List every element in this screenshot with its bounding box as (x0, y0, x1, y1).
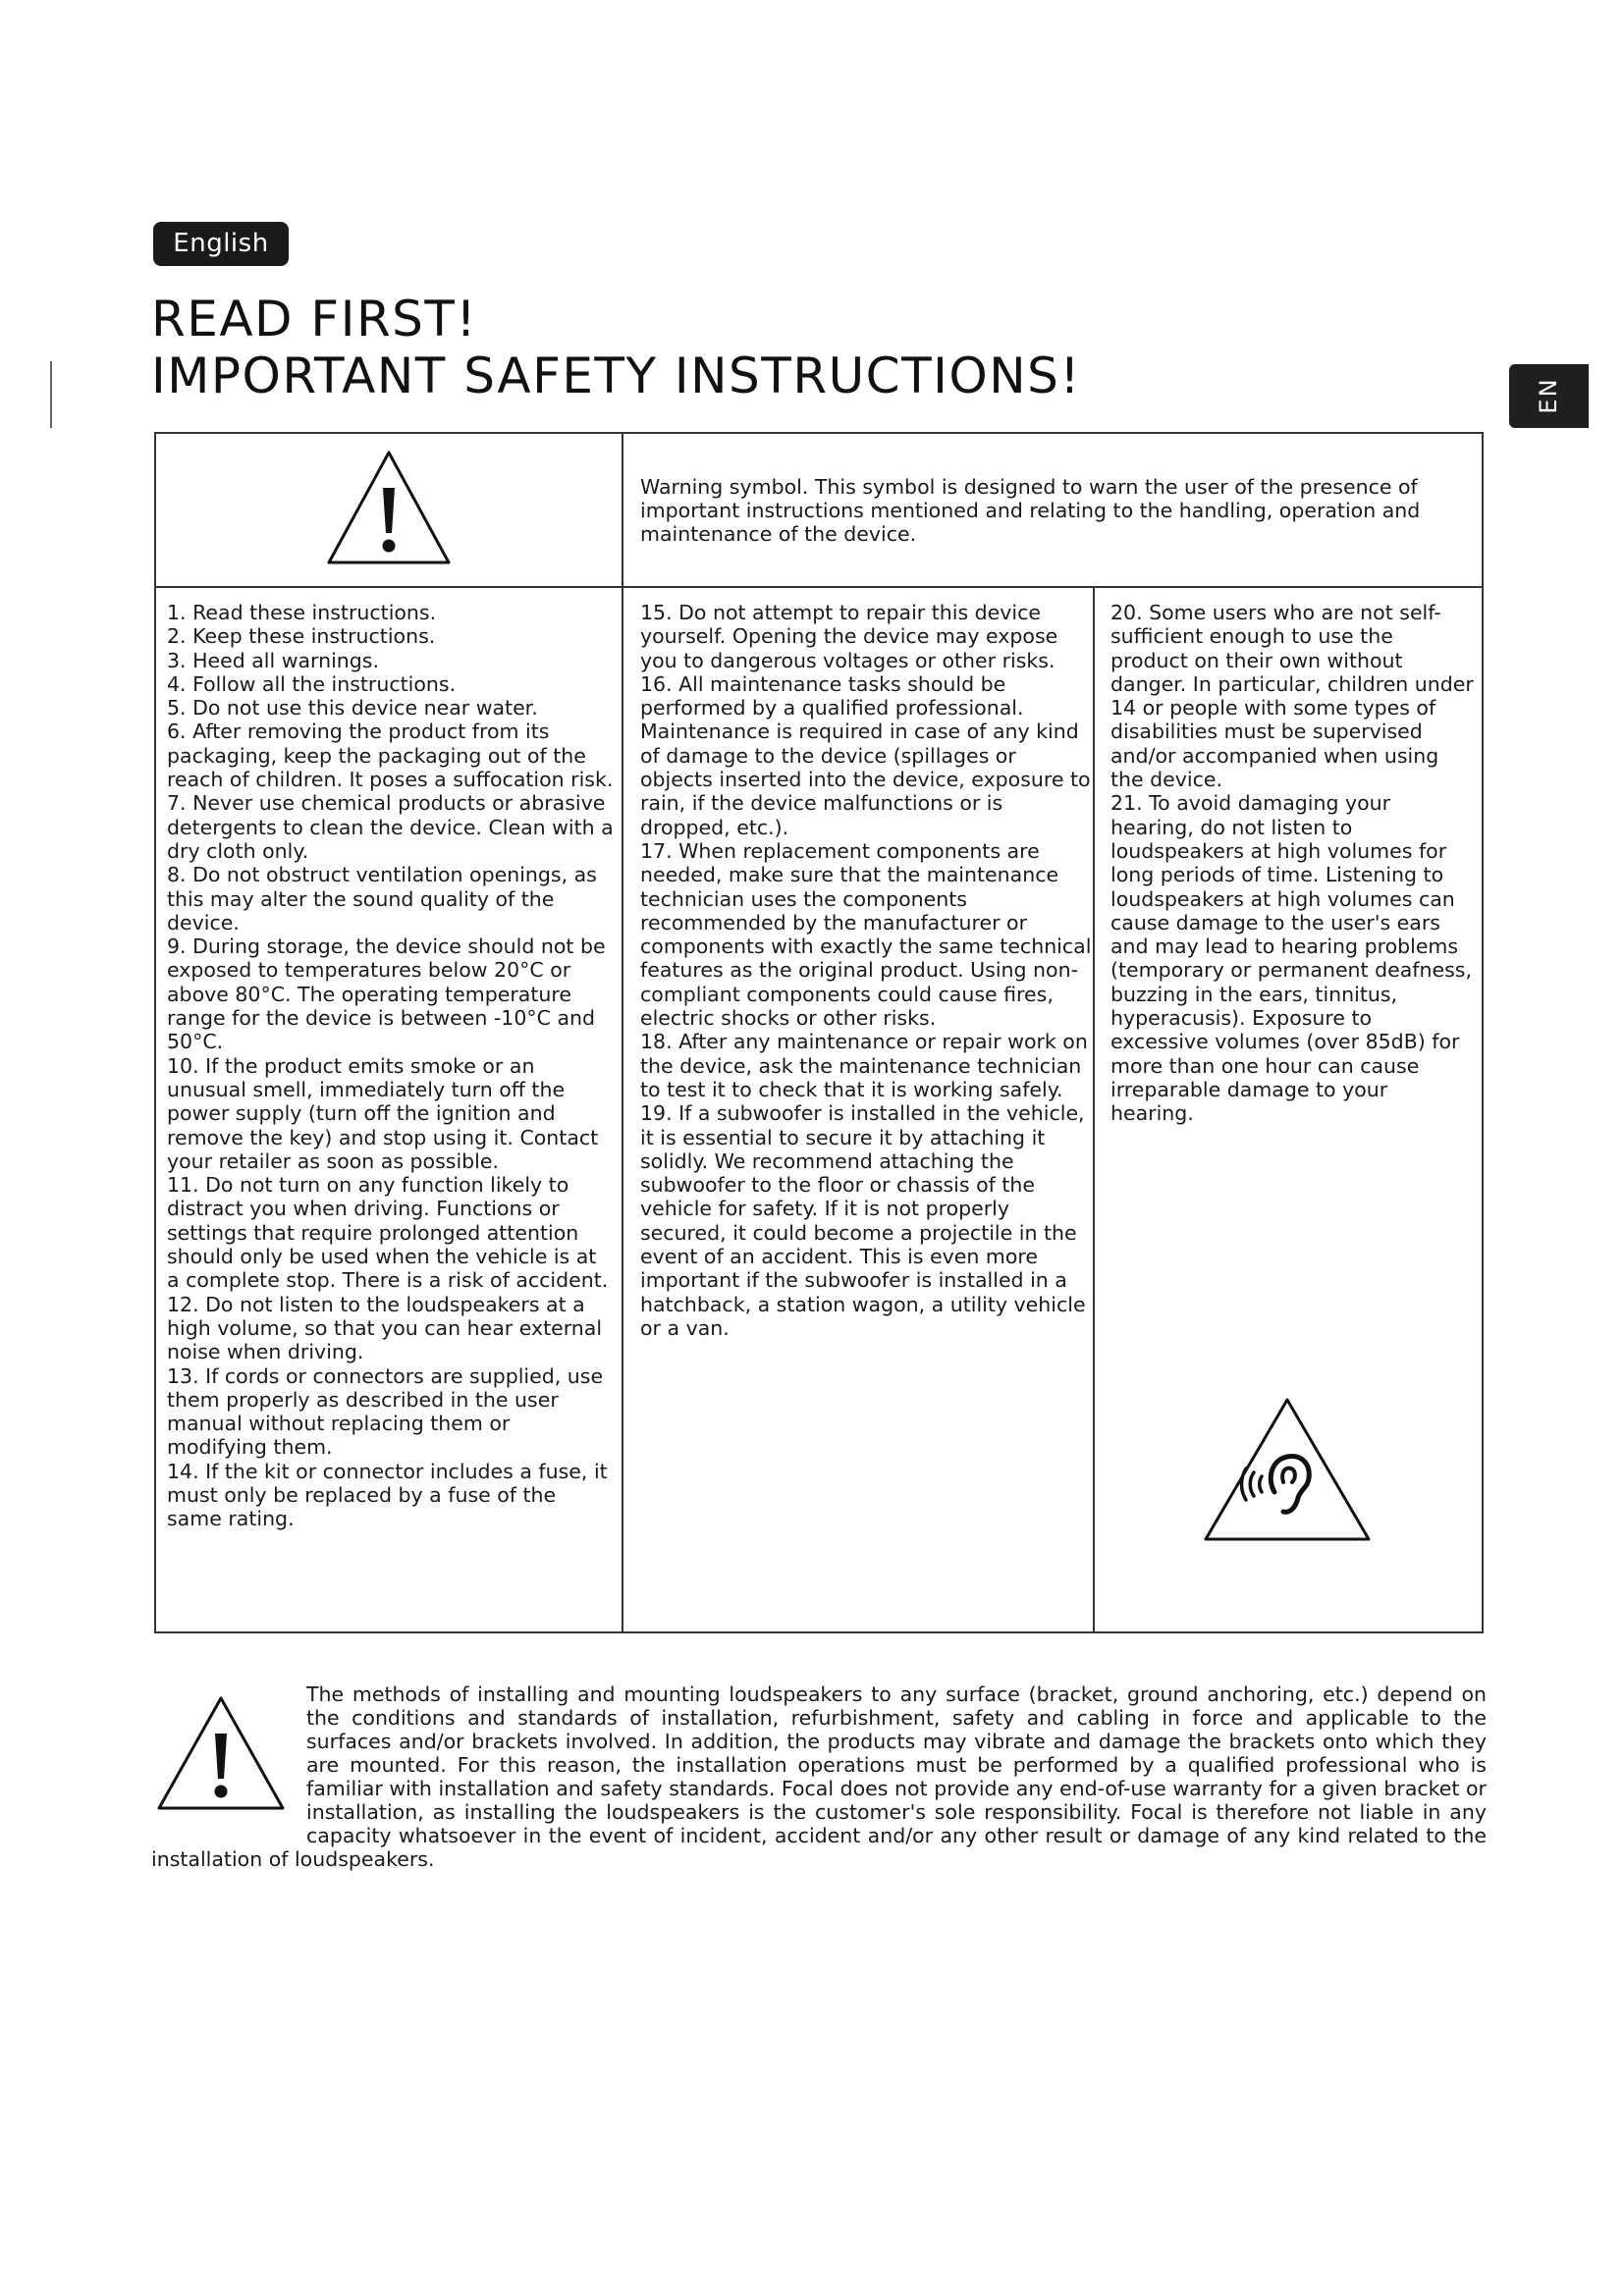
warning-triangle-icon (324, 447, 454, 568)
instruction-item: 12. Do not listen to the loudspeakers at a high volume, so that you can hear external noise when driving. (167, 1292, 603, 1364)
instruction-item: 17. When replacement components are needed, make sure that the maintenance technician uses the components recommended by the manufacturer or components with exactly the same technical features as the original product. Using non-compliant components could cause fires, electric shocks or other risks. (640, 838, 1092, 1031)
icon-spacer (151, 1682, 306, 1826)
margin-rule (50, 361, 52, 428)
language-side-tab (1509, 364, 1589, 428)
instruction-item: 1. Read these instructions. (167, 601, 437, 624)
instruction-item: 9. During storage, the device should not be exposed to temperatures below 20°C or above 80°C. The operating temperature range for the device is between -10°C and 50°C. (167, 934, 606, 1054)
instructions-column-2 (640, 601, 1092, 1340)
instruction-item: 14. If the kit or connector includes a fuse, it must only be replaced by a fuse of the same rating. (167, 1459, 608, 1531)
instruction-item: 13. If cords or connectors are supplied, use them properly as described in the user manual without replacing them or modifying them. (167, 1363, 604, 1460)
instructions-column-1 (167, 601, 614, 1531)
table-divider-horizontal (154, 586, 1484, 588)
instructions-column-3 (1110, 601, 1476, 1126)
instruction-item: 10. If the product emits smoke or an unusual smell, immediately turn off the power supply (turn off the ignition and remove the key) and stop using it. Contact your retailer as soon as possible. (167, 1053, 599, 1173)
installation-notice-text: The methods of installing and mounting loudspeakers to any surface (bracket, ground anchoring, etc.) depend on the conditions and standards of installation, refurbishment, safety and cabling in force and applicable to the surfaces and/or brackets involved. In addition, the products may vibrate and damage the brackets onto which they are mounted. For this reason, the installation operations must be performed by a qualified professional who is familiar with installation and safety standards. Focal does not provide any end-of-use warranty for a given bracket or installation, as installing the loudspeakers is the customer's sole responsibility. Focal is therefore not liable in any capacity whatsoever in the event of incident, accident and/or any other result or damage of any kind related to the installation of loudspeakers. (151, 1682, 1487, 1871)
installation-notice (151, 1682, 1487, 1871)
hearing-warning-icon (1201, 1394, 1374, 1545)
instruction-item: 11. Do not turn on any function likely to distract you when driving. Functions or settings that require prolonged attention should only be used when the vehicle is at a complete stop. There is a risk of accident. (167, 1173, 609, 1293)
instruction-item: 20. Some users who are not self-sufficient enough to use the product on their own without danger. In particular, children under 14 or people with some types of disabilities must be supervised and/or accompanied when using the device. (1110, 601, 1474, 792)
instruction-item: 8. Do not obstruct ventilation openings, as this may alter the sound quality of the device. (167, 863, 597, 934)
instruction-item: 2. Keep these instructions. (167, 624, 436, 649)
title-line-1: READ FIRST! (151, 291, 478, 347)
instruction-item: 5. Do not use this device near water. (167, 696, 538, 721)
instruction-item: 7. Never use chemical products or abrasive detergents to clean the device. Clean with a dry cloth only. (167, 791, 614, 863)
instruction-item: 3. Heed all warnings. (167, 648, 380, 672)
instruction-item: 16. All maintenance tasks should be performed by a qualified professional. Maintenance is required in case of any kind of damage to the device (spillages or objects inserted into the device, exposure to rain, if the device malfunctions or is dropped, etc.). (640, 671, 1091, 839)
title-line-2: IMPORTANT SAFETY INSTRUCTIONS! (151, 347, 1081, 404)
instruction-item: 18. After any maintenance or repair work on the device, ask the maintenance technician to test it to check that it is working safely. (640, 1030, 1088, 1101)
table-divider-vertical-1 (622, 432, 623, 1633)
instruction-item: 4. Follow all the instructions. (167, 671, 457, 696)
instruction-item: 21. To avoid damaging your hearing, do not listen to loudspeakers at high volumes for long periods of time. Listening to loudspeakers at high volumes can cause damage to the user's ears and may lead to hearing problems (temporary or permanent deafness, buzzing in the ears, tinnitus, hyperacusis). Exposure to excessive volumes (over 85dB) for more than one hour can cause irreparable damage to your hearing. (1110, 791, 1472, 1126)
language-badge: English (153, 222, 289, 266)
page-title (151, 291, 1081, 404)
instruction-item: 6. After removing the product from its packaging, keep the packaging out of the reach of children. It poses a suffocation risk. (167, 720, 614, 792)
instruction-item: 15. Do not attempt to repair this device yourself. Opening the device may expose you to dangerous voltages or other risks. (640, 601, 1058, 672)
side-tab-label: EN (1535, 377, 1562, 414)
warning-symbol-description: Warning symbol. This symbol is designed to warn the user of the presence of important instructions mentioned and relating to the handling, operation and maintenance of the device. (640, 475, 1421, 546)
instruction-item: 19. If a subwoofer is installed in the vehicle, it is essential to secure it by attaching it solidly. We recommend attaching the subwoofer to the floor or chassis of the vehicle for safety. If it is not properly secured, it could become a projectile in the event of an accident. This is even more important if the subwoofer is installed in a hatchback, a station wagon, a utility vehicle or a van. (640, 1101, 1086, 1340)
table-divider-vertical-2 (1093, 586, 1095, 1633)
